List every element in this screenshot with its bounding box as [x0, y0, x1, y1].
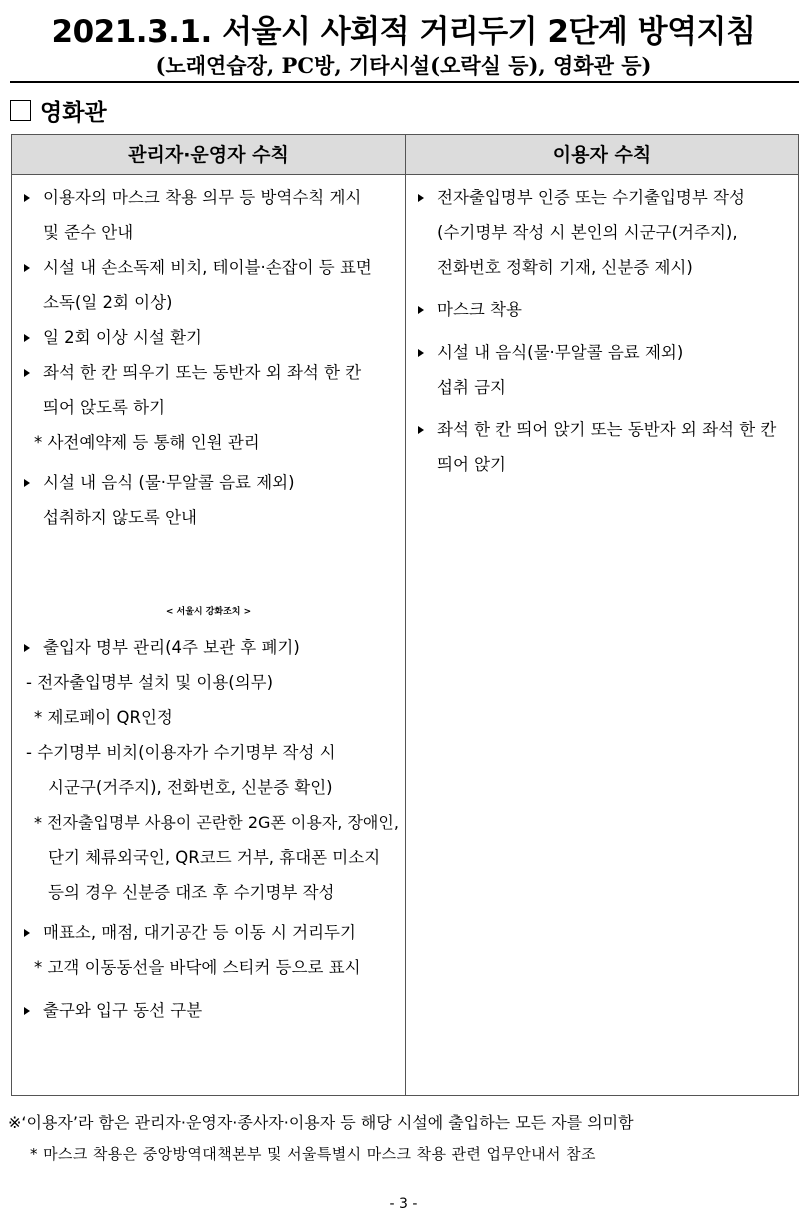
- list-item: 전자출입명부 인증 또는 수기출입명부 작성: [418, 180, 745, 215]
- triangle-bullet-icon: [24, 264, 30, 272]
- list-item: 매표소, 매점, 대기공간 등 이동 시 거리두기: [24, 915, 356, 950]
- triangle-bullet-icon: [24, 1007, 30, 1015]
- document-subtitle: (노래연습장, PC방, 기타시설(오락실 등), 영화관 등): [155, 53, 652, 78]
- triangle-bullet-icon: [24, 194, 30, 202]
- list-item: 좌석 한 칸 띄어 앉기 또는 동반자 외 좌석 한 칸: [418, 412, 776, 447]
- triangle-bullet-icon: [418, 349, 424, 357]
- triangle-bullet-icon: [24, 334, 30, 342]
- list-item: 일 2회 이상 시설 환기: [24, 320, 202, 355]
- list-item: 시설 내 음식(물·무알콜 음료 제외): [418, 335, 683, 370]
- checkbox-icon: [10, 100, 31, 121]
- list-item-continuation: 섭취하지 않도록 안내: [43, 508, 197, 527]
- list-note: * 고객 이동동선을 바닥에 스티커 등으로 표시: [34, 958, 361, 977]
- document-title: 2021.3.1. 서울시 사회적 거리두기 2단계 방역지침: [51, 14, 756, 50]
- list-item-continuation: 띄어 앉기: [437, 455, 507, 474]
- triangle-bullet-icon: [24, 479, 30, 487]
- list-item-continuation: 소독(일 2회 이상): [43, 293, 173, 312]
- list-subitem: - 수기명부 비치(이용자가 수기명부 작성 시: [26, 743, 336, 762]
- list-item: 시설 내 손소독제 비치, 테이블·손잡이 등 표면: [24, 250, 372, 285]
- list-item: 이용자의 마스크 착용 의무 등 방역수칙 게시: [24, 180, 361, 215]
- seoul-measures-heading: < 서울시 강화조치 >: [165, 607, 252, 617]
- column-header-user: 이용자 수칙: [552, 144, 652, 166]
- list-item-continuation: 전화번호 정확히 기재, 신분증 제시): [437, 258, 693, 277]
- list-item-continuation: 및 준수 안내: [43, 223, 134, 242]
- title-divider: [10, 81, 799, 83]
- footnote-definition: ※‘이용자’라 함은 관리자·운영자·종사자·이용자 등 해당 시설에 출입하는 모든 자를 의미함: [8, 1113, 634, 1132]
- triangle-bullet-icon: [24, 644, 30, 652]
- list-subitem-continuation: 시군구(거주지), 전화번호, 신분증 확인): [48, 778, 333, 797]
- list-item: 출구와 입구 동선 구분: [24, 993, 202, 1028]
- list-item-continuation: 띄어 앉도록 하기: [43, 398, 166, 417]
- list-note-continuation: 단기 체류외국인, QR코드 거부, 휴대폰 미소지: [48, 848, 381, 867]
- list-item: 좌석 한 칸 띄우기 또는 동반자 외 좌석 한 칸: [24, 355, 361, 390]
- column-header-operator: 관리자·운영자 수칙: [128, 144, 289, 166]
- triangle-bullet-icon: [24, 929, 30, 937]
- guideline-table: [11, 134, 799, 1096]
- list-item: 마스크 착용: [418, 292, 522, 327]
- list-note: * 제로페이 QR인정: [34, 708, 173, 727]
- list-item: 출입자 명부 관리(4주 보관 후 폐기): [24, 630, 300, 665]
- list-subitem: - 전자출입명부 설치 및 이용(의무): [26, 673, 274, 692]
- section-title: 영화관: [40, 100, 107, 126]
- section-heading: [10, 94, 107, 127]
- list-item-continuation: (수기명부 작성 시 본인의 시군구(거주지),: [437, 223, 738, 242]
- list-note: * 전자출입명부 사용이 곤란한 2G폰 이용자, 장애인,: [34, 813, 399, 832]
- footnote-mask-reference: * 마스크 착용은 중앙방역대책본부 및 서울특별시 마스크 착용 관련 업무안내서 참조: [30, 1145, 596, 1163]
- page-number: - 3 -: [389, 1196, 418, 1212]
- triangle-bullet-icon: [24, 369, 30, 377]
- triangle-bullet-icon: [418, 426, 424, 434]
- list-item: 시설 내 음식 (물·무알콜 음료 제외): [24, 465, 295, 500]
- triangle-bullet-icon: [418, 306, 424, 314]
- list-item-continuation: 섭취 금지: [437, 378, 507, 397]
- triangle-bullet-icon: [418, 194, 424, 202]
- column-divider: [405, 135, 406, 1095]
- list-note: * 사전예약제 등 통해 인원 관리: [34, 433, 260, 452]
- list-note-continuation: 등의 경우 신분증 대조 후 수기명부 작성: [48, 883, 335, 902]
